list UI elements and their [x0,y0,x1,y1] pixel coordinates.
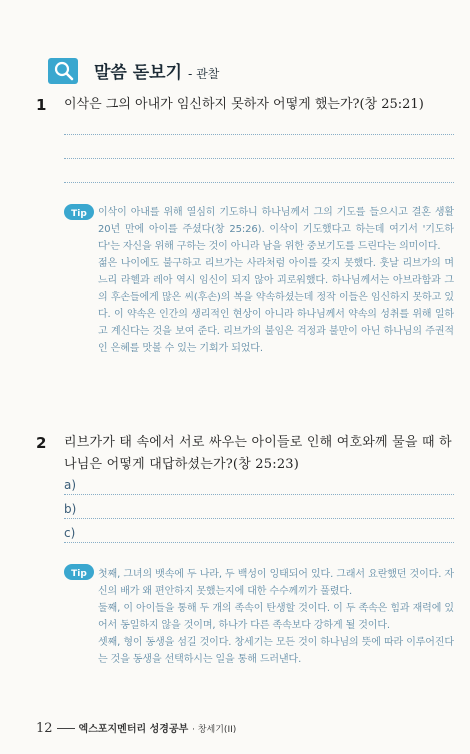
page-footer [36,720,236,736]
tip-1-text [98,204,454,357]
answer-label: b) [64,502,77,516]
tip-badge [64,204,94,220]
magnifier-icon [48,58,78,84]
section-subtitle: - 관찰 [187,67,220,81]
book-title: 엑스포지멘터리 성경공부 [78,724,189,735]
tip-badge [64,564,94,580]
answer-c[interactable] [64,526,454,544]
answer-line [64,494,454,495]
answer-line[interactable] [64,134,454,135]
page-number: 12 [36,721,53,736]
answer-line [64,518,454,519]
tip-badge-label: Tip [71,209,87,219]
tip-paragraph: 첫째, 그녀의 뱃속에 두 나라, 두 백성이 잉태되어 있다. 그래서 요란했던 것이다. 자신의 배가 왜 편안하지 못했는지에 대한 수수께끼가 풀렸다. [98,569,454,597]
question-2-number: 2 [36,434,47,452]
answer-label: a) [64,478,77,492]
answer-line[interactable] [64,158,454,159]
question-1-number: 1 [36,96,47,114]
tip-paragraph: 젊은 나이에도 불구하고 리브가는 사라처럼 아이를 갖지 못했다. 훗날 리브가의 며느리 라헬과 레아 역시 임신이 되지 않아 괴로워했다. 하나님께서는 아브라함과 그의 후손들에게 많은 씨(후손)의 복을 약속하셨는데 정작 이들은 임신하지 못하고 있다. 이 약속은 인간의 생리적인 현상이 아니라 하나님께서 약속의 성취를 위해 일하고 계신다는 것을 보여 준다. 리브가의 불임은 걱정과 불만이 아닌 하나님의 주권적인 은혜를 맛볼 수 있는 기회가 되었다. [98,258,454,354]
answer-line[interactable] [64,182,454,183]
tip-2-text [98,566,454,668]
answer-a[interactable] [64,478,454,496]
footer-rule [57,728,75,729]
tip-paragraph: 셋째, 형이 동생을 섬길 것이다. 창세기는 모든 것이 하나님의 뜻에 따라 이루어진다는 것을 동생을 선택하시는 일을 통해 드러낸다. [98,637,454,665]
answer-label: c) [64,526,76,540]
question-1-text: 이삭은 그의 아내가 임신하지 못하자 어떻게 했는가?(창 25:21) [64,97,424,112]
tip-paragraph: 이삭이 아내를 위해 열심히 기도하니 하나님께서 그의 기도를 들으시고 결혼 생활 20년 만에 아이를 주셨다(창 25:26). 이삭이 기도했다고 하는데 여기서 '기도하다'는 자신을 위해 구하는 것이 아니라 남을 위한 중보기도를 드린다는 의미이다. [98,207,454,252]
section-title [94,58,219,83]
book-volume: · 창세기(II) [192,725,237,735]
question-2-text: 리브가가 태 속에서 서로 싸우는 아이들로 인해 여호와께 물을 때 하나님은 어떻게 대답하셨는가?(창 25:23) [64,435,452,472]
answer-line [64,542,454,543]
tip-badge-label: Tip [71,569,87,579]
tip-paragraph: 둘째, 이 아이들을 통해 두 개의 족속이 탄생할 것이다. 이 두 족속은 힘과 재력에 있어서 동일하지 않을 것이며, 하나가 다른 족속보다 강하게 될 것이다. [98,603,454,631]
answer-b[interactable] [64,502,454,520]
section-title-text: 말씀 돋보기 [94,63,183,83]
